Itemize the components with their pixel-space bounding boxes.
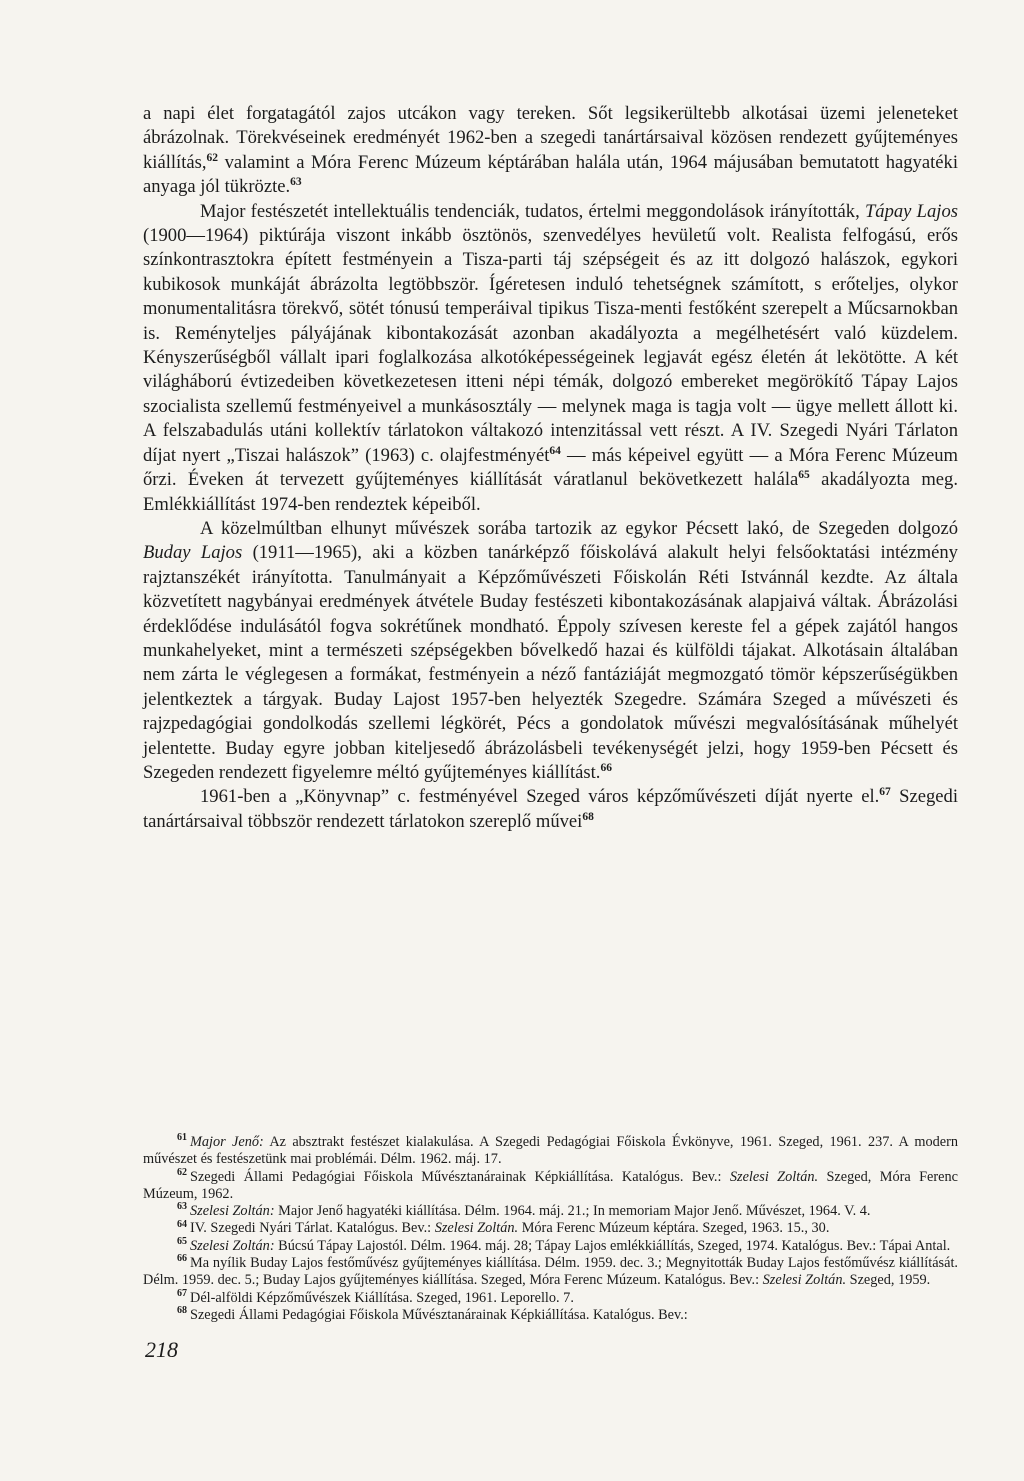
- footnote-number: 67: [177, 1287, 187, 1299]
- text-run: Szeged, 1959.: [846, 1272, 931, 1289]
- text-run: Móra Ferenc Múzeum képtára. Szeged, 1963. 15., 30.: [518, 1220, 830, 1237]
- italic-text: Szelesi Zoltán.: [762, 1272, 847, 1289]
- footnote-reference: 65: [798, 468, 810, 481]
- text-run: Ma nyílik Buday Lajos festőművész gyűjteményes kiállítása. Délm. 1959. dec. 3.; Megnyitották Buday Lajos festőművész kiállítását. Délm. 1959. dec. 5.; Buday Lajos gyűjteményes kiállítása. Szeged, Móra Ferenc Múzeum. Katalógus. Bev.:: [143, 1255, 958, 1289]
- footnote-reference: 64: [549, 444, 561, 457]
- text-run: IV. Szegedi Nyári Tárlat. Katalógus. Bev.:: [190, 1220, 435, 1237]
- text-run: Szegedi Állami Pedagógiai Főiskola Művésztanárainak Képkiállítása. Katalógus. Bev.:: [190, 1168, 730, 1185]
- text-run: Szegedi tanártársaival többször rendezett tárlatokon szereplő művei: [143, 786, 958, 832]
- footnote-reference: 67: [879, 786, 891, 799]
- page-content: [143, 102, 958, 1323]
- text-run: (1911—1965), aki a közben tanárképző főiskolává alakult helyi felsőoktatási intézmény rajztanszékét irányította. Tanulmányait a Képzőművészeti Főiskolán Réti Istvánnál kezdte. Az általa közvetített nagybányai eredmények átvétele Buday festészeti kibontakozásának alapjaivá váltak. Ábrázolási érdeklődése indulásától fogva sokrétűnek mondható. Éppoly szívesen kereste fel a gépek zajától hangos munkahelyeket, mint a természeti szépségekben bővelkedő hazai és külföldi tájakat. Alkotásain általában nem zárta le véglegesen a formákat, festményein a néző fantáziáját megmozgató tömör képszerűségükben jelentkeztek a tárgyak. Buday Lajost 1957-ben helyezték Szegedre. Számára Szeged a művészeti és rajzpedagógiai gondolkodás szellemi légkörét, Pécs a gondolatok művészi megvalósításának műhelyét jelentette. Buday egyre jobban kiteljesedő ábrázolásbeli tevékenységét jelzi, hogy 1959-ben Pécsett és Szegeden rendezett figyelemre méltó gyűjteményes kiállítást.: [143, 542, 958, 783]
- body-text: [143, 102, 958, 834]
- paragraph: [143, 200, 958, 517]
- footnote: [143, 1255, 958, 1290]
- text-run: valamint a Móra Ferenc Múzeum képtárában halála után, 1964 májusában bemutatott hagyatéki anyaga jól tükrözte.: [143, 151, 958, 198]
- text-run: a napi élet forgatagától zajos utcákon vagy tereken. Sőt legsikerültebb alkotásai üzemi jeleneteket ábrázolnak. Törekvéseinek eredményét 1962-ben a szegedi tanártársaival közösen rendezett gyűjteményes kiállítás,: [143, 103, 958, 173]
- footnote-reference: 63: [290, 176, 302, 189]
- footnote-number: 64: [177, 1218, 187, 1230]
- text-run: akadályozta meg. Emlékkiállítást 1974-ben rendeztek képeiből.: [143, 469, 958, 515]
- paragraph: [143, 785, 958, 834]
- footnote-number: 65: [177, 1236, 187, 1248]
- footnote-reference: 66: [600, 761, 612, 774]
- italic-text: Major Jenő:: [190, 1134, 264, 1150]
- text-run: Szegedi Állami Pedagógiai Főiskola Művésztanárainak Képkiállítása. Katalógus. Bev.:: [190, 1306, 688, 1323]
- footnote: [143, 1238, 958, 1255]
- footnote-number: 68: [177, 1305, 187, 1317]
- footnote: [143, 1307, 958, 1324]
- footnote: [143, 1166, 958, 1204]
- text-run: Búcsú Tápay Lajostól. Délm. 1964. máj. 28; Tápay Lajos emlékkiállítás, Szeged, 1974. Katalógus. Bev.: Tápai Antal.: [274, 1237, 951, 1254]
- text-run: A közelmúltban elhunyt művészek sorába tartozik az egykor Pécsett lakó, de Szegeden dolgozó: [200, 517, 958, 539]
- footnote-reference: 62: [206, 151, 219, 164]
- text-run: 1961-ben a „Könyvnap” c. festményével Szeged város képzőművészeti díját nyerte el.: [200, 786, 880, 808]
- footnote-reference: 68: [582, 810, 594, 823]
- page-number: 218: [145, 1337, 178, 1362]
- paragraph: [143, 517, 958, 785]
- text-run: Major Jenő hagyatéki kiállítása. Délm. 1964. máj. 21.; In memoriam Major Jenő. Művészet, 1964. V. 4.: [274, 1203, 871, 1220]
- footnote-number: 63: [177, 1201, 187, 1213]
- footnote: [143, 1287, 958, 1307]
- italic-text: Szelesi Zoltán.: [434, 1220, 519, 1237]
- text-run: — más képeivel együtt — a Móra Ferenc Múzeum őrzi. Éveken át tervezett gyűjteményes kiállítását váratlanul bekövetkezett halála: [143, 444, 958, 491]
- italic-text: Szelesi Zoltán:: [190, 1237, 275, 1254]
- text-run: Szeged, Móra Ferenc Múzeum, 1962.: [143, 1168, 958, 1202]
- text-run: Az absztrakt festészet kialakulása. A Szegedi Pedagógiai Főiskola Évkönyve, 1961. Szeged, 1961. 237. A modern művészet és festészetünk mai problémái. Délm. 1962. máj. 17.: [143, 1134, 958, 1168]
- footnote-number: 66: [177, 1253, 187, 1265]
- footnote: [143, 1220, 958, 1237]
- italic-text: Tápay Lajos: [864, 200, 958, 222]
- text-run: (1900—1964) piktúrája viszont inkább ösztönös, szenvedélyes hevületű volt. Realista felfogású, erős színkontrasztokra épített festményein a Tisza-parti táj szépségeit és az itt dolgozó halászok, egykori kubikosok munkáját ábrázolta legtöbbször. Ígéretesen induló tehetségnek számított, s erőteljes, olykor monumentalitásra törekvő, sötét tónusú temperáival tipikus Tisza-menti festőként szerepelt a Műcsarnokban is. Reményteljes pályájának kibontakozását azonban akadályozta a megélhetésért való küzdelem. Kényszerűségből vállalt ipari foglalkozása alkotóképességeinek legjavát egész életén át lekötötte. A két világháború évtizedeiben következetesen itteni népi témák, dolgozó embereket megörökítő Tápay Lajos szocialista szellemű festményeivel a munkásosztály — melynek maga is tagja volt — ügye mellett állott ki. A felszabadulás utáni kollektív tárlatokon váltakozó intenzitással vett részt. A IV. Szegedi Nyári Tárlaton díjat nyert „Tiszai halászok” (1963) c. olajfestményét: [143, 225, 958, 466]
- text-run: Dél-alföldi Képzőművészek Kiállítása. Szeged, 1961. Leporello. 7.: [190, 1289, 574, 1306]
- footnote-number: 62: [177, 1166, 187, 1178]
- italic-text: Szelesi Zoltán:: [190, 1203, 275, 1220]
- footnote: [143, 1203, 958, 1220]
- text-run: Major festészetét intellektuális tendenciák, tudatos, értelmi meggondolások irányították,: [200, 200, 865, 222]
- footnotes: [143, 1134, 958, 1324]
- paragraph: [143, 102, 958, 200]
- footnote: [143, 1134, 958, 1169]
- italic-text: Buday Lajos: [143, 542, 243, 564]
- footnote-number: 61: [177, 1132, 187, 1144]
- italic-text: Szelesi Zoltán.: [729, 1168, 819, 1185]
